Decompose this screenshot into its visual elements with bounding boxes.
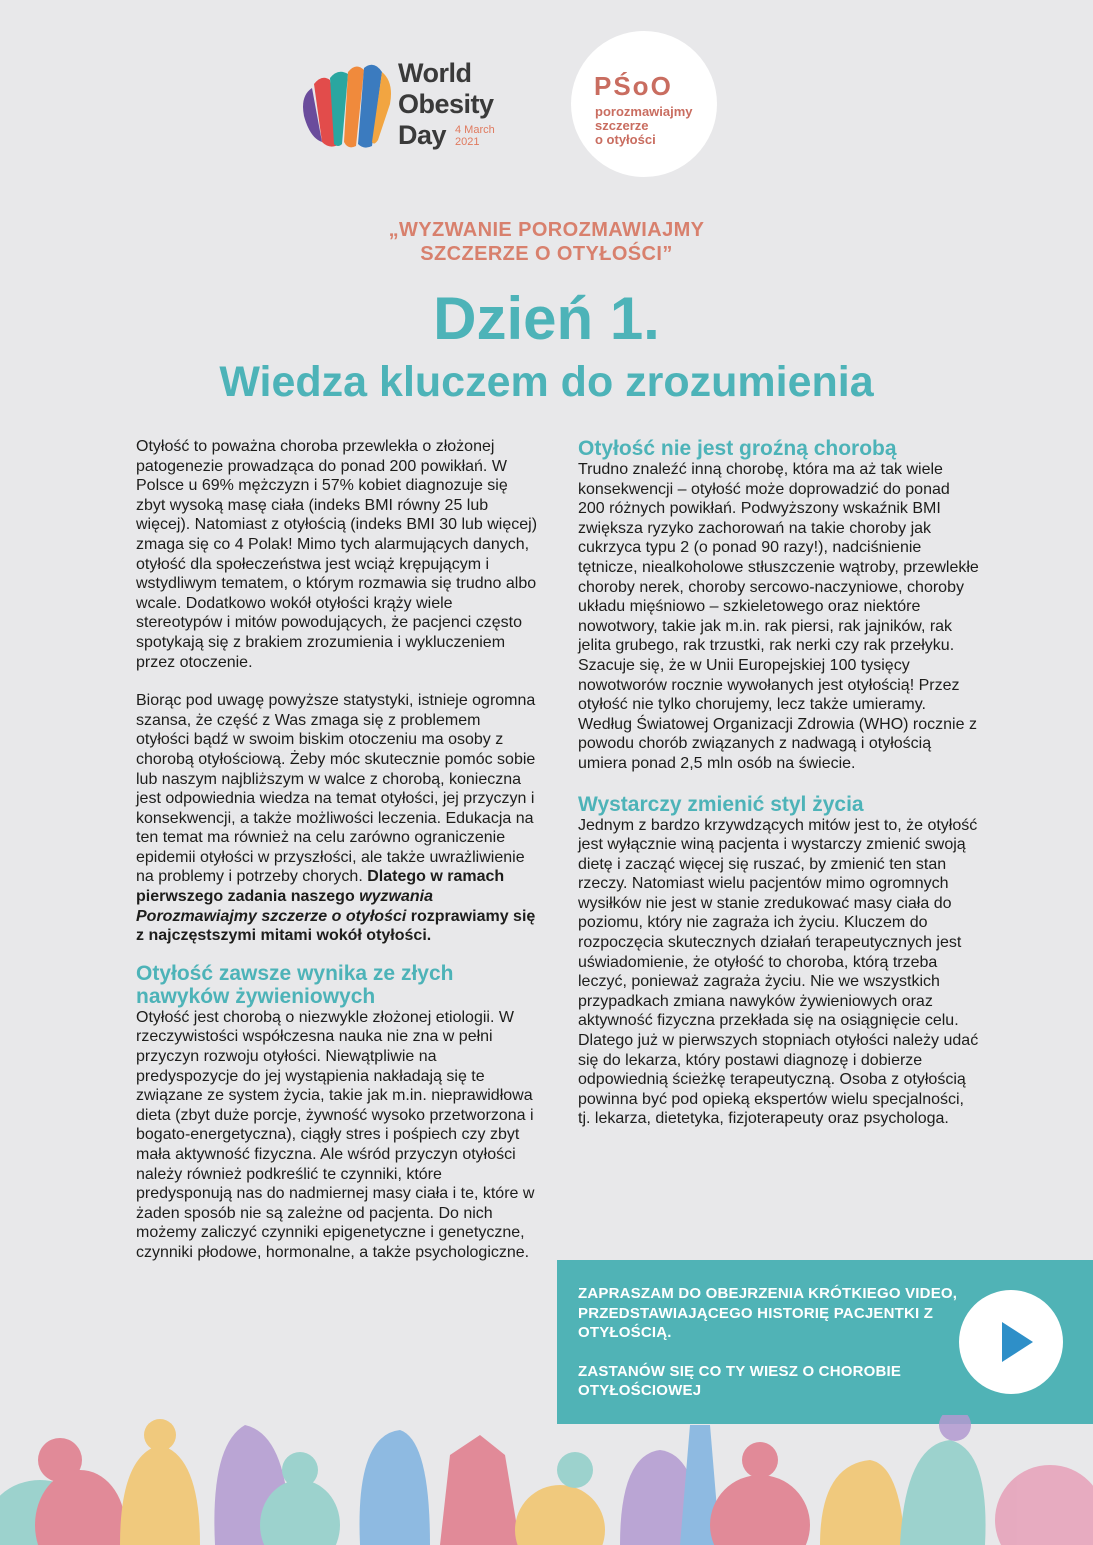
myth-2-paragraph: Trudno znaleźć inną chorobę, która ma aż tak wiele konsekwencji – otyłość może doprowadzić do ponad 200 różnych powikłań. Podwyższony wskaźnik BMI zwiększa ryzyko zachorowań na takie choroby jak cukrzyca typu 2 (o ponad 90 razy!), nadciśnienie tętnicze, niealkoholowe stłuszczenie wątroby, przewlekłe choroby nerek, choroby sercowo-naczyniowe, choroby układu mięśniowo – szkieletowego oraz niektóre nowotwory, takie jak m.in. rak piersi, rak jajników, rak jelita grubego, rak trzustki, rak nerki czy rak przełyku. Szacuje się, że w Unii Europejskiej 100 tysięcy nowotworów rocznie wywołanych jest otyłością! Przez otyłość nie tylko chorujemy, lecz także umieramy. Według Światowej Organizacji Zdrowia (WHO) rocznie z powodu chorób związanych z nadwagą i otyłością umiera ponad 2,5 mln osób na świecie. — [578, 461, 979, 772]
world-obesity-day-logo — [298, 58, 518, 154]
video-callout-text — [578, 1284, 958, 1401]
wod-logo-date: 4 March 2021 — [455, 124, 495, 148]
page-subtitle: Wiedza kluczem do zrozumienia — [219, 358, 874, 406]
right-column — [578, 437, 980, 1129]
myth-3-paragraph: Jednym z bardzo krzywdzących mitów jest to, że otyłość jest wyłącznie winą pacjenta i wystarczy zmienić swoją dietę i zacząć więcej się ruszać, by zmienić ten stan rzeczy. Natomiast wielu pacjentów mimo ogromnych wysiłków nie jest w stanie zredukować masy ciała do poziomu, który nie zagraża ich życiu. Kluczem do rozpoczęcia skutecznych działań terapeutycznych jest uświadomienie, że otyłość to choroba, którą trzeba leczyć, ponieważ zagraża życiu. Nie we wszystkich przypadkach zmiana nawyków żywieniowych oraz aktywność fizyczna przekłada się na osiągnięcie celu. Dlatego już w pierwszych stopniach otyłości należy udać się do lekarza, który postawi diagnozę i dobierze odpowiednią ścieżkę terapeutyczną. Osoba z otyłością powinna być pod opieką ekspertów wielu specjalności, tj. lekarza, dietetyka, fizjoterapeuty oraz psychologa. — [578, 816, 979, 1128]
video-reflect-text: ZASTANÓW SIĘ CO TY WIESZ O CHOROBIE OTYŁOŚCIOWEJ — [578, 1362, 902, 1399]
wod-logo-text: World Obesity Day — [398, 58, 494, 150]
psoo-logo — [571, 31, 717, 177]
myth-2-heading: Otyłość nie jest groźną chorobą — [578, 437, 897, 460]
statistics-paragraph: Biorąc pod uwagę powyższe statystyki, istnieje ogromna szansa, że część z Was zmaga się z problemem otyłości bądź w swoim biskim otoczeniu ma osoby z chorobą otyłościową. Żeby móc skutecznie pomóc sobie lub naszym najbliższym w walce z chorobą, konieczna jest odpowiednia wiedza na temat otyłości, jej przyczyn i konsekwencji, a także możliwości leczenia. Edukacja na ten temat ma również na celu zarówno ograniczenie epidemii otyłości w przyszłości, ale także uwrażliwienie na problemy i potrzeby chorych. Dlatego w ramach pierwszego zadania naszego wyzwania Porozmawiajmy szczerze o otyłości rozprawiamy się z najczęstszymi mitami wokół otyłości. — [136, 692, 536, 945]
myth-1-heading: Otyłość zawsze wynika ze złych nawyków żywieniowych — [136, 961, 454, 1008]
psoo-logo-text: porozmawiajmy szczerze o otyłości — [595, 104, 693, 147]
challenge-heading: „WYZWANIE POROZMAWIAJMY SZCZERZE O OTYŁOŚCI” — [388, 219, 705, 265]
wod-ribbon-icon — [298, 58, 398, 154]
play-video-button[interactable] — [959, 1290, 1063, 1394]
psoo-logo-mark: PŚoO — [594, 71, 673, 101]
video-invite-text: ZAPRASZAM DO OBEJRZENIA KRÓTKIEGO VIDEO, PRZEDSTAWIAJĄCEGO HISTORIĘ PACJENTKI Z OTYŁOŚCIĄ. — [578, 1285, 958, 1341]
people-silhouettes-illustration — [0, 1415, 1093, 1545]
myth-3-heading: Wystarczy zmienić styl życia — [578, 792, 864, 816]
play-icon — [959, 1290, 1063, 1394]
intro-paragraph: Otyłość to poważna choroba przewlekła o złożonej patogenezie prowadząca do ponad 200 powikłań. W Polsce u 69% mężczyzn i 57% kobiet diagnozuje się zbyt wysoką masę ciała (indeks BMI równy 25 lub więcej). Natomiast z otyłością (indeks BMI 30 lub więcej) zmaga się co 4 Polak! Mimo tych alarmujących danych, otyłość dla społeczeństwa jest wciąż krępującym i wstydliwym tematem, o którym rozmawia się trudno albo wcale. Dodatkowo wokół otyłości krąży wiele stereotypów i mitów powodujących, że pacjenci często spotykają się z brakiem zrozumienia i wykluczeniem przez otoczenie. — [136, 438, 538, 671]
video-callout — [557, 1260, 1093, 1424]
page-title: Dzień 1. — [433, 285, 660, 352]
myth-1-paragraph: Otyłość jest chorobą o niezwykle złożonej etiologii. W rzeczywistości współczesna nauka nie zna w pełni przyczyn rozwoju otyłości. Niewątpliwie na predyspozycje do jej wystąpienia nakładają się te związane ze system życia, takie jak m.in. nieprawidłowa dieta (zbyt duże porcje, żywność wysoko przetworzona i bogato-energetyczna), ciągły stres i pośpiech czy zbyt mała aktywność fizyczna. Ale wśród przyczyn otyłości należy również podkreślić te czynniki, które predysponują nas do nadmiernej masy ciała i te, które w żaden sposób nie są zależne od pacjenta. Do nich możemy zaliczyć czynniki epigenetyczne i genetyczne, czynniki płodowe, hormonalne, a także psychologiczne. — [136, 1008, 535, 1261]
left-column — [136, 437, 538, 1263]
